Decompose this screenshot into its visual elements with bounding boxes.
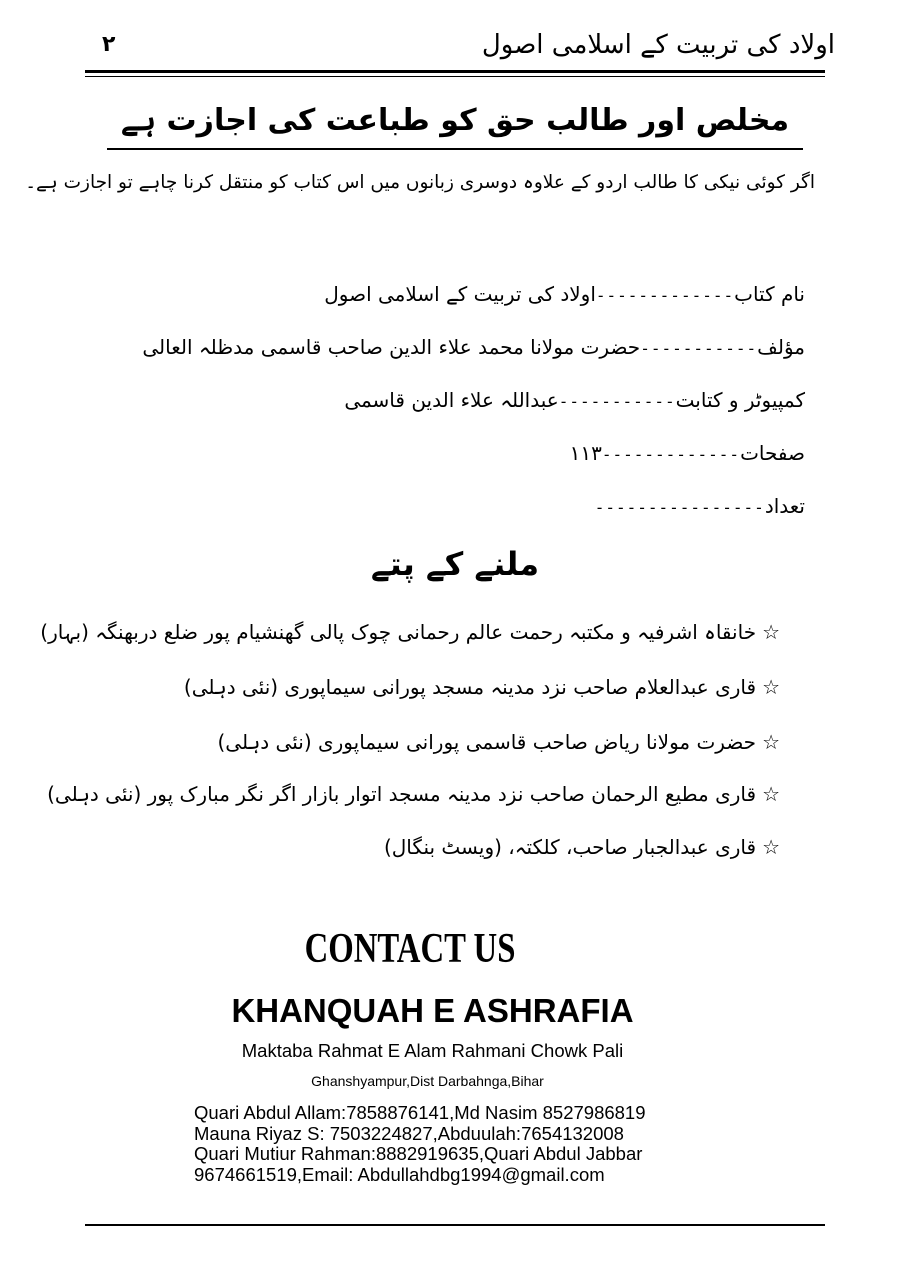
organization-address-line-1: Maktaba Rahmat E Alam Rahmani Chowk Pali [241, 1040, 624, 1061]
address-item [384, 835, 780, 859]
info-label: نام کتاب [734, 282, 805, 306]
info-label: کمپیوٹر و کتابت [675, 388, 805, 412]
address-text: قاری مطیع الرحمان صاحب نزد مدینہ مسجد اتوار بازار اگر نگر مبارک پور (نئی دہلی) [47, 782, 757, 806]
info-label: صفحات [740, 441, 805, 465]
contact-line: Quari Mutiur Rahman:8882919635,Quari Abdul Jabbar [194, 1143, 643, 1164]
permission-heading: مخلص اور طالب حق کو طباعت کی اجازت ہے [107, 100, 803, 150]
address-item [40, 620, 780, 644]
address-text: قاری عبدالجبار صاحب، کلکتہ، (ویسٹ بنگال) [383, 835, 757, 859]
star-icon: ☆ [762, 782, 780, 806]
running-title: اولاد کی تربیت کے اسلامی اصول [481, 30, 835, 60]
info-dashes: ------------- [601, 445, 741, 464]
address-item [47, 782, 780, 806]
info-row-title [324, 282, 805, 306]
contact-list [194, 1103, 646, 1185]
star-icon: ☆ [762, 835, 780, 859]
address-item [184, 675, 780, 699]
address-item [217, 730, 780, 754]
header-rule-thin [85, 76, 825, 77]
contact-line: 9674661519,Email: Abdullahdbg1994@gmail.com [194, 1163, 605, 1185]
info-value: اولاد کی تربیت کے اسلامی اصول [324, 282, 596, 306]
info-value: عبداللہ علاء الدین قاسمی [344, 388, 559, 412]
star-icon: ☆ [762, 675, 780, 699]
footer-rule [85, 1224, 825, 1226]
info-label: تعداد [764, 494, 805, 518]
info-value: حضرت مولانا محمد علاء الدین صاحب قاسمی مدظلہ العالی [142, 335, 641, 359]
permission-text: اگر کوئی نیکی کا طالب اردو کے علاوہ دوسری زبانوں میں اس کتاب کو منتقل کرنا چاہے تو اجازت ہے۔ [25, 172, 815, 193]
info-value: ۱۱۳ [569, 441, 602, 465]
header-rule [85, 70, 825, 73]
contact-line: Mauna Riyaz S: 7503224827,Abduulah:7654132008 [194, 1122, 624, 1144]
info-row-composing [344, 388, 805, 412]
address-text: حضرت مولانا ریاض صاحب قاسمی پورانی سیماپوری (نئی دہلی) [217, 730, 757, 754]
info-row-author [142, 335, 805, 359]
page-number: ۲ [102, 32, 116, 57]
organization-address-line-2: Ghanshyampur,Dist Darbahnga,Bihar [311, 1073, 544, 1089]
info-dashes: ----------- [640, 339, 758, 358]
star-icon: ☆ [762, 620, 780, 644]
addresses-heading: ملنے کے پتے [370, 545, 540, 583]
permission-heading-wrap [0, 100, 910, 150]
contact-line: Quari Abdul Allam:7858876141,Md Nasim 8527986819 [194, 1102, 646, 1123]
contact-heading: CONTACT US [304, 926, 516, 972]
info-dashes: ------------- [595, 286, 735, 305]
info-dashes: ---------------- [594, 498, 765, 517]
info-label: مؤلف [757, 335, 805, 359]
info-row-quantity [595, 494, 805, 518]
organization-name: KHANQUAH E ASHRAFIA [231, 992, 634, 1029]
info-dashes: ----------- [558, 392, 676, 411]
star-icon: ☆ [762, 730, 780, 754]
address-text: خانقاہ اشرفیہ و مکتبہ رحمت عالم رحمانی چوک پالی گھنشیام پور ضلع دربھنگہ (بہار) [40, 620, 757, 644]
address-text: قاری عبدالعلام صاحب نزد مدینہ مسجد پورانی سیماپوری (نئی دہلی) [183, 675, 757, 699]
info-row-pages [570, 441, 805, 465]
